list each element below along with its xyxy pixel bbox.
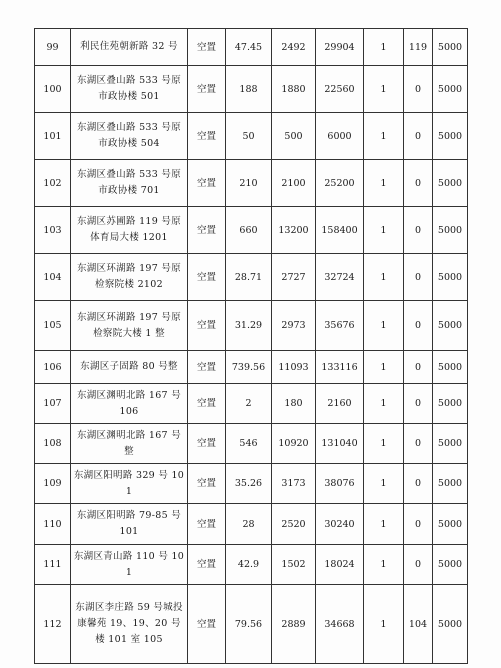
area-cell: 2 xyxy=(226,384,272,424)
annual-rent-cell: 22560 xyxy=(316,66,364,113)
term-cell: 1 xyxy=(364,585,404,664)
deposit-cell: 5000 xyxy=(433,66,468,113)
area-cell: 47.45 xyxy=(226,29,272,66)
term-cell: 1 xyxy=(364,29,404,66)
annual-rent-cell: 2160 xyxy=(316,384,364,424)
monthly-rent-cell: 2973 xyxy=(272,301,316,351)
table-row xyxy=(35,254,468,301)
term-cell: 1 xyxy=(364,384,404,424)
annual-rent-cell: 35676 xyxy=(316,301,364,351)
address-cell: 东湖区渊明北路 167 号 106 xyxy=(71,384,188,424)
row-number: 104 xyxy=(35,254,71,301)
free-days-cell: 0 xyxy=(404,113,433,160)
address-cell: 东湖区渊明北路 167 号整 xyxy=(71,424,188,464)
term-cell: 1 xyxy=(364,160,404,207)
row-number: 105 xyxy=(35,301,71,351)
deposit-cell: 5000 xyxy=(433,384,468,424)
annual-rent-cell: 133116 xyxy=(316,351,364,384)
area-cell: 50 xyxy=(226,113,272,160)
monthly-rent-cell: 1880 xyxy=(272,66,316,113)
address-cell: 东湖区叠山路 533 号原市政协楼 504 xyxy=(71,113,188,160)
deposit-cell: 5000 xyxy=(433,504,468,545)
table-row xyxy=(35,66,468,113)
address-cell: 东湖区叠山路 533 号原市政协楼 501 xyxy=(71,66,188,113)
monthly-rent-cell: 2889 xyxy=(272,585,316,664)
free-days-cell: 0 xyxy=(404,464,433,504)
row-number: 111 xyxy=(35,545,71,585)
annual-rent-cell: 158400 xyxy=(316,207,364,254)
deposit-cell: 5000 xyxy=(433,464,468,504)
term-cell: 1 xyxy=(364,464,404,504)
row-number: 100 xyxy=(35,66,71,113)
address-cell: 东湖区阳明路 79-85 号 101 xyxy=(71,504,188,545)
monthly-rent-cell: 11093 xyxy=(272,351,316,384)
row-number: 102 xyxy=(35,160,71,207)
free-days-cell: 0 xyxy=(404,384,433,424)
monthly-rent-cell: 2100 xyxy=(272,160,316,207)
annual-rent-cell: 29904 xyxy=(316,29,364,66)
table-row xyxy=(35,351,468,384)
area-cell: 660 xyxy=(226,207,272,254)
free-days-cell: 0 xyxy=(404,301,433,351)
monthly-rent-cell: 2520 xyxy=(272,504,316,545)
area-cell: 35.26 xyxy=(226,464,272,504)
row-number: 110 xyxy=(35,504,71,545)
term-cell: 1 xyxy=(364,351,404,384)
table-row xyxy=(35,424,468,464)
free-days-cell: 119 xyxy=(404,29,433,66)
monthly-rent-cell: 3173 xyxy=(272,464,316,504)
address-cell: 东湖区阳明路 329 号 101 xyxy=(71,464,188,504)
status-cell: 空置 xyxy=(188,66,226,113)
address-cell: 东湖区青山路 110 号 101 xyxy=(71,545,188,585)
monthly-rent-cell: 2492 xyxy=(272,29,316,66)
free-days-cell: 0 xyxy=(404,351,433,384)
area-cell: 79.56 xyxy=(226,585,272,664)
free-days-cell: 0 xyxy=(404,207,433,254)
table-row xyxy=(35,160,468,207)
status-cell: 空置 xyxy=(188,384,226,424)
row-number: 99 xyxy=(35,29,71,66)
annual-rent-cell: 6000 xyxy=(316,113,364,160)
annual-rent-cell: 34668 xyxy=(316,585,364,664)
monthly-rent-cell: 13200 xyxy=(272,207,316,254)
row-number: 108 xyxy=(35,424,71,464)
free-days-cell: 0 xyxy=(404,424,433,464)
deposit-cell: 5000 xyxy=(433,29,468,66)
area-cell: 28.71 xyxy=(226,254,272,301)
table-row xyxy=(35,207,468,254)
monthly-rent-cell: 2727 xyxy=(272,254,316,301)
table-row xyxy=(35,464,468,504)
row-number: 103 xyxy=(35,207,71,254)
row-number: 107 xyxy=(35,384,71,424)
status-cell: 空置 xyxy=(188,585,226,664)
table-row xyxy=(35,585,468,664)
monthly-rent-cell: 500 xyxy=(272,113,316,160)
monthly-rent-cell: 10920 xyxy=(272,424,316,464)
area-cell: 42.9 xyxy=(226,545,272,585)
deposit-cell: 5000 xyxy=(433,254,468,301)
annual-rent-cell: 30240 xyxy=(316,504,364,545)
monthly-rent-cell: 180 xyxy=(272,384,316,424)
area-cell: 28 xyxy=(226,504,272,545)
term-cell: 1 xyxy=(364,113,404,160)
area-cell: 31.29 xyxy=(226,301,272,351)
annual-rent-cell: 131040 xyxy=(316,424,364,464)
free-days-cell: 0 xyxy=(404,545,433,585)
address-cell: 东湖区叠山路 533 号原市政协楼 701 xyxy=(71,160,188,207)
free-days-cell: 0 xyxy=(404,160,433,207)
property-table xyxy=(34,28,468,664)
deposit-cell: 5000 xyxy=(433,424,468,464)
term-cell: 1 xyxy=(364,207,404,254)
address-cell: 利民住苑朝新路 32 号 xyxy=(71,29,188,66)
free-days-cell: 0 xyxy=(404,66,433,113)
address-cell: 东湖区李庄路 59 号城投康馨苑 19、19、20 号楼 101 室 105 xyxy=(71,585,188,664)
status-cell: 空置 xyxy=(188,254,226,301)
area-cell: 188 xyxy=(226,66,272,113)
table-body xyxy=(35,29,468,664)
status-cell: 空置 xyxy=(188,29,226,66)
address-cell: 东湖区子固路 80 号整 xyxy=(71,351,188,384)
deposit-cell: 5000 xyxy=(433,351,468,384)
table-row xyxy=(35,384,468,424)
row-number: 109 xyxy=(35,464,71,504)
free-days-cell: 0 xyxy=(404,504,433,545)
annual-rent-cell: 32724 xyxy=(316,254,364,301)
address-cell: 东湖区环湖路 197 号原检察院大楼 1 整 xyxy=(71,301,188,351)
table-row xyxy=(35,29,468,66)
free-days-cell: 0 xyxy=(404,254,433,301)
annual-rent-cell: 25200 xyxy=(316,160,364,207)
status-cell: 空置 xyxy=(188,301,226,351)
free-days-cell: 104 xyxy=(404,585,433,664)
term-cell: 1 xyxy=(364,301,404,351)
deposit-cell: 5000 xyxy=(433,585,468,664)
status-cell: 空置 xyxy=(188,545,226,585)
deposit-cell: 5000 xyxy=(433,113,468,160)
status-cell: 空置 xyxy=(188,351,226,384)
deposit-cell: 5000 xyxy=(433,160,468,207)
term-cell: 1 xyxy=(364,504,404,545)
table-row xyxy=(35,113,468,160)
status-cell: 空置 xyxy=(188,504,226,545)
table-row xyxy=(35,545,468,585)
term-cell: 1 xyxy=(364,545,404,585)
area-cell: 546 xyxy=(226,424,272,464)
annual-rent-cell: 38076 xyxy=(316,464,364,504)
table-row xyxy=(35,504,468,545)
area-cell: 739.56 xyxy=(226,351,272,384)
address-cell: 东湖区环湖路 197 号原检察院楼 2102 xyxy=(71,254,188,301)
deposit-cell: 5000 xyxy=(433,301,468,351)
deposit-cell: 5000 xyxy=(433,207,468,254)
row-number: 112 xyxy=(35,585,71,664)
term-cell: 1 xyxy=(364,424,404,464)
area-cell: 210 xyxy=(226,160,272,207)
term-cell: 1 xyxy=(364,66,404,113)
address-cell: 东湖区苏圃路 119 号原体育局大楼 1201 xyxy=(71,207,188,254)
deposit-cell: 5000 xyxy=(433,545,468,585)
status-cell: 空置 xyxy=(188,464,226,504)
annual-rent-cell: 18024 xyxy=(316,545,364,585)
status-cell: 空置 xyxy=(188,113,226,160)
monthly-rent-cell: 1502 xyxy=(272,545,316,585)
row-number: 101 xyxy=(35,113,71,160)
status-cell: 空置 xyxy=(188,160,226,207)
status-cell: 空置 xyxy=(188,207,226,254)
row-number: 106 xyxy=(35,351,71,384)
table-row xyxy=(35,301,468,351)
term-cell: 1 xyxy=(364,254,404,301)
status-cell: 空置 xyxy=(188,424,226,464)
